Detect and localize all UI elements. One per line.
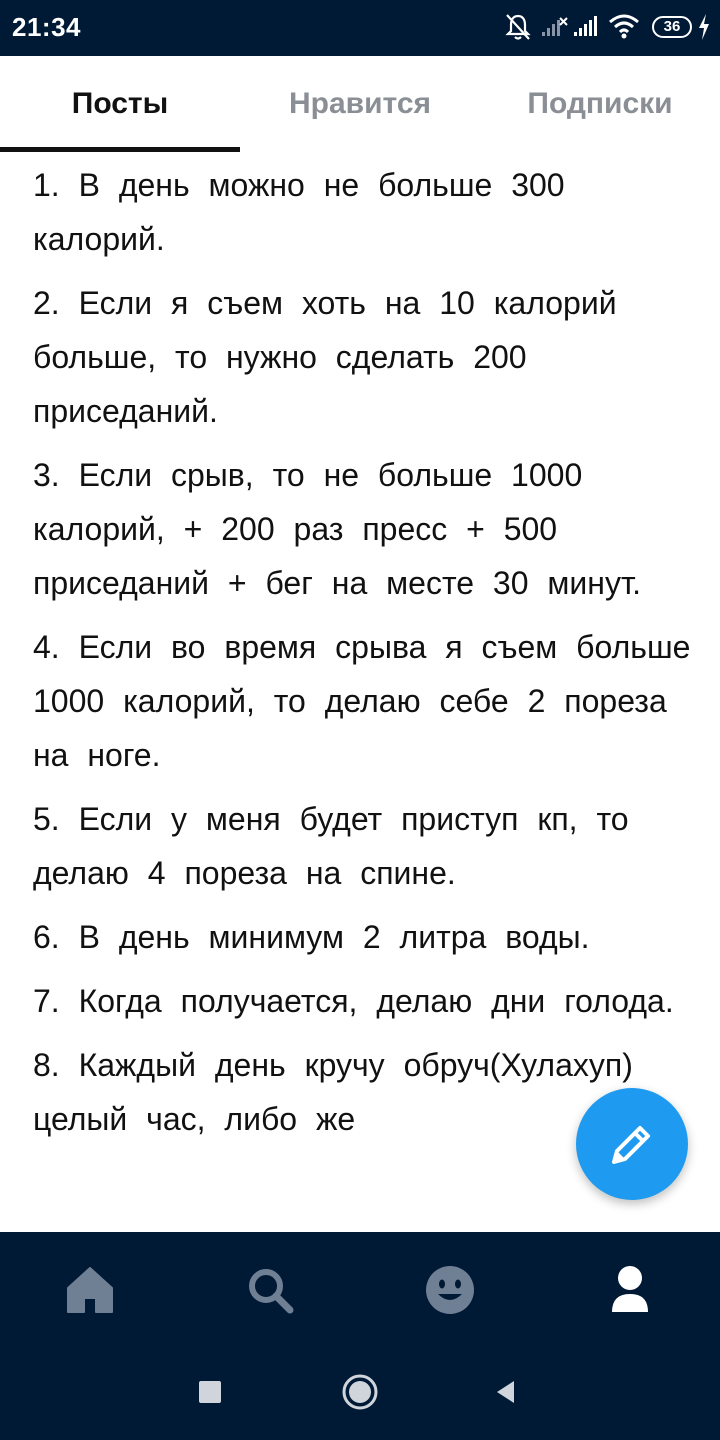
profile-tabs	[0, 56, 720, 153]
home-icon	[60, 1260, 120, 1320]
battery-icon: 36	[652, 16, 692, 38]
list-item: 1. В день можно не больше 300 калорий.	[33, 167, 565, 257]
status-icons	[504, 12, 714, 44]
profile-icon	[600, 1260, 660, 1320]
search-icon	[240, 1260, 300, 1320]
home-circle-icon[interactable]	[340, 1372, 380, 1412]
nav-profile[interactable]	[600, 1260, 660, 1320]
wifi-icon	[608, 12, 640, 42]
nav-search[interactable]	[240, 1260, 300, 1320]
status-time: 21:34	[12, 12, 81, 42]
signal-1-icon	[540, 12, 568, 42]
nav-emoji[interactable]	[420, 1260, 480, 1320]
mute-icon	[504, 12, 532, 42]
system-nav-bar	[0, 1344, 720, 1440]
signal-2-icon	[572, 12, 600, 42]
list-item: 2. Если я съем хоть на 10 калорий больше, то нужно сделать 200 приседаний.	[33, 285, 617, 429]
bottom-nav	[0, 1232, 720, 1344]
post-content[interactable]	[0, 152, 720, 1232]
charging-icon	[696, 12, 712, 42]
pencil-icon	[606, 1118, 658, 1170]
tab-posts[interactable]: Посты	[71, 87, 169, 120]
rules-list	[33, 158, 693, 1156]
status-bar	[0, 0, 720, 56]
list-item: 8. Каждый день кручу обруч(Хулахуп) целый час, либо же	[33, 1047, 633, 1137]
list-item: 6. В день минимум 2 литра воды.	[33, 919, 590, 955]
tab-following[interactable]: Подписки	[527, 87, 673, 120]
emoji-icon	[420, 1260, 480, 1320]
back-icon[interactable]	[492, 1378, 520, 1406]
tab-likes[interactable]: Нравится	[288, 87, 432, 120]
list-item: 7. Когда получается, делаю дни голода.	[33, 983, 674, 1019]
list-item: 4. Если во время срыва я съем больше 1000 калорий, то делаю себе 2 пореза на ноге.	[33, 629, 691, 773]
list-item: 5. Если у меня будет приступ кп, то делаю 4 пореза на спине.	[33, 801, 629, 891]
recents-icon[interactable]	[196, 1378, 224, 1406]
list-item: 3. Если срыв, то не больше 1000 калорий, + 200 раз пресс + 500 приседаний + бег на месте 30 минут.	[33, 457, 641, 601]
compose-button[interactable]	[576, 1088, 688, 1200]
nav-home[interactable]	[60, 1260, 120, 1320]
